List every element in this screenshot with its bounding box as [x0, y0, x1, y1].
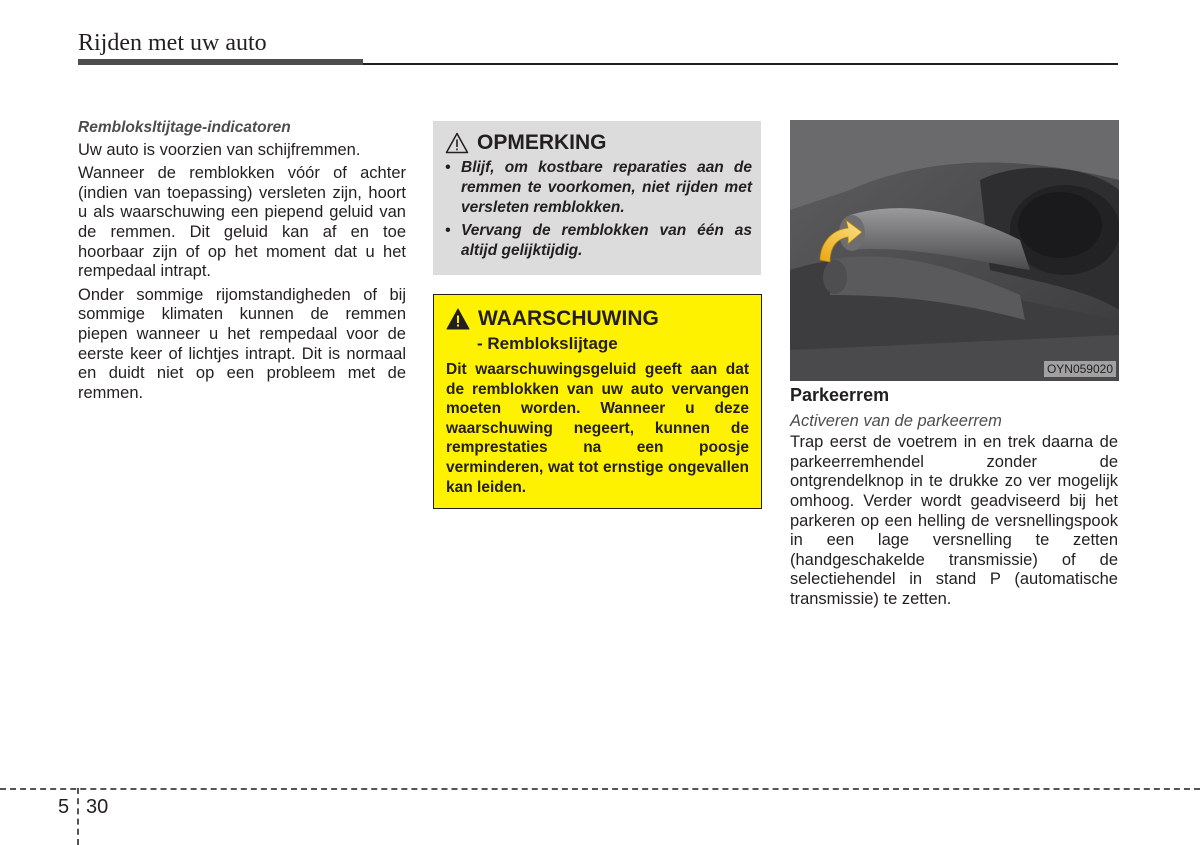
paragraph: Wanneer de remblokken vóór of achter (indien van toepassing) versleten zijn, hoort u als waarschuwing een piepend geluid van de remmen. Dit geluid kan af en toe hoorbaar zijn of op het moment dat u het rempedaal intrapt. — [78, 164, 406, 281]
warning-triangle-icon — [446, 308, 470, 330]
footer-divider-vertical — [77, 788, 79, 845]
warning-subtitle: - Remblokslijtage — [477, 334, 618, 353]
chapter-number: 5 — [58, 796, 70, 818]
warning-box — [433, 294, 762, 509]
brake-indicator-subheading: Rembloksltijtage-indicatoren — [78, 119, 291, 136]
warning-title: WAARSCHUWING — [478, 307, 659, 330]
paragraph: Trap eerst de voetrem in en trek daarna de parkeerremhendel zonder de ontgrendelknop in te drukke zo ver mogelijk omhoog. Verder wordt geadviseerd bij het parkeren op een helling de versnellingspook in een lage versnelling te zetten (handgeschakelde transmissie) of de selectiehendel in stand P (automatische transmissie) te zetten. — [790, 433, 1118, 608]
note-heading — [445, 131, 752, 155]
right-column — [790, 386, 1118, 614]
note-bullet: • Blijf, om kostbare reparaties aan de remmen te voorkomen, niet rijden met versleten remblokken. — [445, 158, 752, 218]
page-header-title: Rijden met uw auto — [78, 30, 267, 56]
note-bullet-list — [445, 158, 752, 261]
parking-brake-subheading: Activeren van de parkeerrem — [790, 411, 1002, 430]
paragraph: Uw auto is voorzien van schijfremmen. — [78, 140, 361, 159]
paragraph: Onder sommige rijomstandigheden of bij sommige klimaten kunnen de remmen piepen wanneer u het rempedaal voor de eerste keer of lichtjes intrapt. Dit is normaal en duidt niet op een probleem met de remmen. — [78, 285, 406, 402]
warning-heading — [446, 307, 749, 331]
footer-divider — [0, 788, 1200, 790]
parking-brake-photo — [790, 120, 1119, 381]
page-number: 30 — [86, 796, 109, 818]
photo-caption: OYN059020 — [1044, 361, 1116, 377]
caution-triangle-icon — [445, 132, 469, 154]
parking-brake-title: Parkeerrem — [790, 385, 890, 405]
left-column — [78, 118, 406, 407]
parking-brake-illustration — [790, 120, 1119, 381]
warning-body: Dit waarschuwingsgeluid geeft aan dat de remblokken van uw auto vervangen moeten worden. Wanneer u deze waarschuwing negeert, kunnen de remprestaties na een poosje verminderen, wat tot ernstige ongevallen kan leiden. — [446, 361, 749, 496]
header-rule-thin — [363, 63, 1118, 65]
note-bullet: • Vervang de remblokken van één as altijd gelijktijdig. — [445, 221, 752, 261]
note-box — [433, 121, 761, 275]
header-rule-thick — [78, 59, 363, 65]
note-title: OPMERKING — [477, 131, 607, 154]
